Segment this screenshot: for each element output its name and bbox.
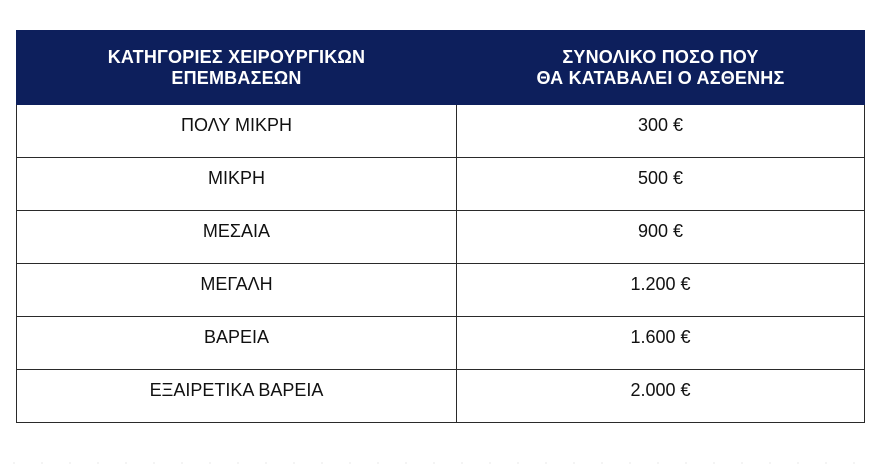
category-cell: ΜΙΚΡΗ <box>17 158 457 211</box>
category-cell: ΠΟΛΥ ΜΙΚΡΗ <box>17 105 457 158</box>
category-cell: ΜΕΣΑΙΑ <box>17 211 457 264</box>
header-amount-line2: ΘΑ ΚΑΤΑΒΑΛΕΙ Ο ΑΣΘΕΝΗΣ <box>536 67 785 88</box>
table-row <box>17 317 865 370</box>
amount-cell: 300 € <box>457 105 865 158</box>
amount-cell: 1.600 € <box>457 317 865 370</box>
table-header-row <box>17 31 865 105</box>
table-row <box>17 211 865 264</box>
header-category-line2: ΕΠΕΜΒΑΣΕΩΝ <box>171 67 302 88</box>
header-amount-line1: ΣΥΝΟΛΙΚΟ ΠΟΣΟ ΠΟΥ <box>562 46 759 67</box>
category-cell: ΒΑΡΕΙΑ <box>17 317 457 370</box>
header-amount <box>457 31 865 105</box>
category-cell: ΜΕΓΑΛΗ <box>17 264 457 317</box>
amount-cell: 900 € <box>457 211 865 264</box>
amount-cell: 500 € <box>457 158 865 211</box>
cropped-text-remnant <box>0 462 880 464</box>
table-row <box>17 105 865 158</box>
table-row <box>17 370 865 423</box>
header-category <box>17 31 457 105</box>
amount-cell: 1.200 € <box>457 264 865 317</box>
table-row <box>17 158 865 211</box>
amount-cell: 2.000 € <box>457 370 865 423</box>
header-category-line1: ΚΑΤΗΓΟΡΙΕΣ ΧΕΙΡΟΥΡΓΙΚΩΝ <box>107 46 366 67</box>
surgery-fee-table <box>16 30 865 423</box>
table-row <box>17 264 865 317</box>
category-cell: ΕΞΑΙΡΕΤΙΚΑ ΒΑΡΕΙΑ <box>17 370 457 423</box>
